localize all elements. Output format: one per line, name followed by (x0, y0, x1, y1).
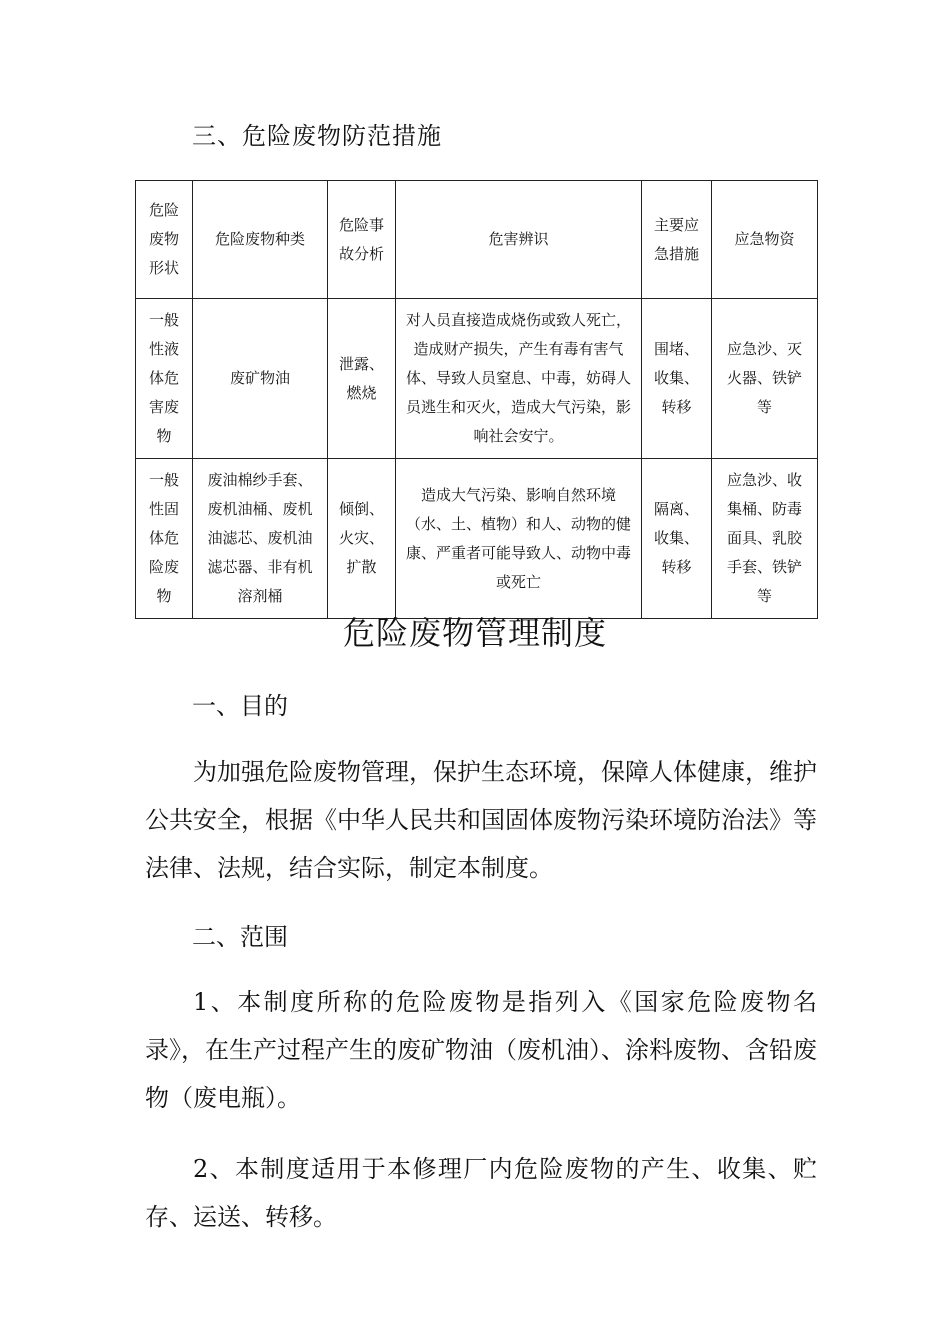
table-row (136, 459, 818, 619)
cell-measures: 围堵、收集、转移 (642, 299, 712, 459)
cell-type: 废油棉纱手套、废机油桶、废机油滤芯、废机油滤芯器、非有机溶剂桶 (193, 459, 328, 619)
header-hazard: 危害辨识 (396, 181, 642, 299)
cell-state: 一般性固体危险废物 (136, 459, 193, 619)
cell-accident: 倾倒、火灾、扩散 (328, 459, 396, 619)
header-type: 危险废物种类 (193, 181, 328, 299)
header-measures: 主要应急措施 (642, 181, 712, 299)
cell-hazard: 造成大气污染、影响自然环境（水、土、植物）和人、动物的健康、严重者可能导致人、动物中毒或死亡 (396, 459, 642, 619)
section-heading-prevention: 三、危险废物防范措施 (192, 122, 442, 150)
cell-supplies: 应急沙、收集桶、防毒面具、乳胶手套、铁铲等 (712, 459, 818, 619)
header-accident: 危险事故分析 (328, 181, 396, 299)
cell-state: 一般性液体危害废物 (136, 299, 193, 459)
document-title: 危险废物管理制度 (342, 614, 607, 652)
scope-item-1: 1、本制度所称的危险废物是指列入《国家危险废物名录》，在生产过程产生的废矿物油（废机油）、涂料废物、含铅废物（废电瓶）。 (145, 988, 817, 1112)
scope-heading: 二、范围 (192, 923, 288, 951)
header-state: 危险废物形状 (136, 181, 193, 299)
table-header-row (136, 181, 818, 299)
cell-measures: 隔离、收集、转移 (642, 459, 712, 619)
purpose-heading: 一、目的 (192, 692, 288, 720)
hazard-table (135, 180, 818, 619)
header-supplies: 应急物资 (712, 181, 818, 299)
cell-hazard: 对人员直接造成烧伤或致人死亡，造成财产损失，产生有毒有害气体、导致人员窒息、中毒，妨碍人员逃生和灭火，造成大气污染，影响社会安宁。 (396, 299, 642, 459)
cell-type: 废矿物油 (193, 299, 328, 459)
scope-item-2: 2、本制度适用于本修理厂内危险废物的产生、收集、贮存、运送、转移。 (145, 1155, 817, 1231)
cell-supplies: 应急沙、灭火器、铁铲等 (712, 299, 818, 459)
table-row (136, 299, 818, 459)
cell-accident: 泄露、燃烧 (328, 299, 396, 459)
purpose-paragraph: 为加强危险废物管理，保护生态环境，保障人体健康，维护公共安全，根据《中华人民共和国固体废物污染环境防治法》等法律、法规，结合实际，制定本制度。 (145, 758, 817, 882)
